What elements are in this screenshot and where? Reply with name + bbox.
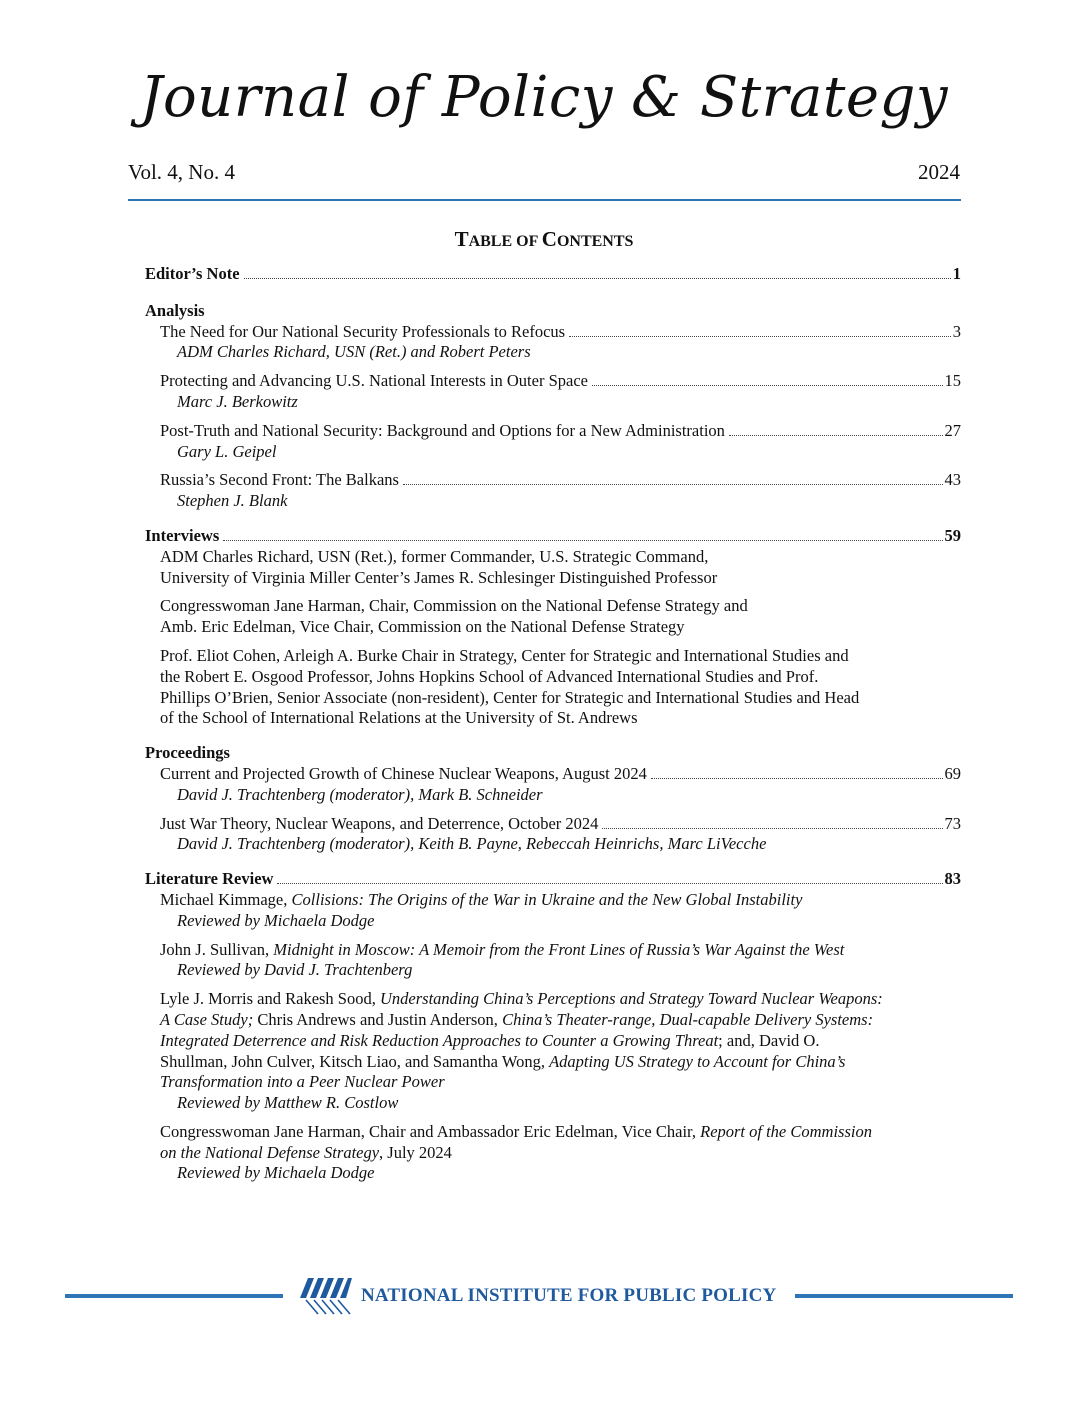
leader-dots xyxy=(277,883,942,884)
entry-title[interactable]: The Need for Our National Security Professionals to Refocus xyxy=(160,321,566,341)
section-title[interactable]: Literature Review xyxy=(145,869,274,889)
book-title: Midnight in Moscow: A Memoir from the Front Lines of Russia’s War Against the West xyxy=(273,939,845,959)
toc-entry[interactable] xyxy=(145,421,961,463)
page-number: 27 xyxy=(944,420,961,440)
page-number: 1 xyxy=(952,264,961,283)
page-number: 15 xyxy=(944,371,961,391)
reviewer: Reviewed by Matthew R. Costlow xyxy=(177,1093,399,1113)
section-title: Proceedings xyxy=(145,743,230,763)
interview-item[interactable]: Congresswoman Jane Harman, Chair, Commission on the National Defense Strategy and Amb. Eric Edelman, Vice Chair, Commission on the National Defense Strategy xyxy=(160,596,748,637)
page-number: 73 xyxy=(944,813,961,833)
page-number: 59 xyxy=(944,525,961,545)
toc-section-interviews xyxy=(145,526,961,729)
toc-entry[interactable] xyxy=(145,322,961,364)
reviewer: Reviewed by Michaela Dodge xyxy=(177,910,375,930)
header-divider xyxy=(128,199,961,201)
entry-author: David J. Trachtenberg (moderator), Mark B. Schneider xyxy=(177,784,543,804)
toc-heading: TABLE OF CONTENTS xyxy=(454,227,634,251)
entry-author: David J. Trachtenberg (moderator), Keith B. Payne, Rebeccah Heinrichs, Marc LiVecche xyxy=(177,834,767,854)
leader-dots xyxy=(602,828,942,829)
reviewer: Reviewed by David J. Trachtenberg xyxy=(177,960,413,980)
table-of-contents xyxy=(145,264,961,1194)
entry-title[interactable]: Post-Truth and National Security: Background and Options for a New Administration xyxy=(160,420,725,440)
toc-section-proceedings xyxy=(145,743,961,855)
volume-number: Vol. 4, No. 4 xyxy=(128,160,235,184)
interview-item[interactable]: ADM Charles Richard, USN (Ret.), former Commander, U.S. Strategic Command, University of Virginia Miller Center’s James R. Schlesinger Distinguished Professor xyxy=(160,546,718,587)
book-title: Understanding China’s Perceptions and Strategy Toward Nuclear Weapons: xyxy=(380,989,883,1009)
entry-author: ADM Charles Richard, USN (Ret.) and Robert Peters xyxy=(177,342,531,362)
book-title: A Case Study; xyxy=(160,1009,254,1029)
footer-rule-right xyxy=(795,1294,1013,1298)
page-number: 43 xyxy=(944,470,961,490)
entry-title[interactable]: Current and Projected Growth of Chinese Nuclear Weapons, August 2024 xyxy=(160,763,647,783)
toc-section-analysis xyxy=(145,301,961,512)
book-title: Report of the Commission xyxy=(700,1121,872,1141)
review-item[interactable]: Michael Kimmage, Collisions: The Origins of the War in Ukraine and the New Global Instability Reviewed by Michaela Dodge xyxy=(145,890,961,932)
book-title: Collisions: The Origins of the War in Ukraine and the New Global Instability xyxy=(291,889,803,909)
toc-section-literature-review xyxy=(145,869,961,1184)
review-item[interactable]: John J. Sullivan, Midnight in Moscow: A Memoir from the Front Lines of Russia’s War Against the West Reviewed by David J. Trachtenberg xyxy=(145,940,961,982)
interview-item[interactable]: Prof. Eliot Cohen, Arleigh A. Burke Chair in Strategy, Center for Strategic and International Studies and the Robert E. Osgood Professor, Johns Hopkins School of Advanced International Studies and Prof. Phillips O’Brien, Senior Associate (non-resident), Center for Strategic and International Studies and Head of the School of International Relations at the University of St. Andrews xyxy=(160,645,860,728)
page-number: 3 xyxy=(952,321,961,341)
review-item[interactable]: Congresswoman Jane Harman, Chair and Ambassador Eric Edelman, Vice Chair, Report of the Commission on the National Defense Strategy, July 2024 Reviewed by Michaela Dodge xyxy=(145,1122,961,1184)
toc-section-editors-note xyxy=(145,264,961,285)
toc-entry[interactable] xyxy=(145,814,961,856)
publication-year: 2024 xyxy=(918,160,960,184)
leader-dots xyxy=(244,278,951,279)
entry-title[interactable]: Russia’s Second Front: The Balkans xyxy=(160,470,399,490)
section-title[interactable]: Editor’s Note xyxy=(145,264,240,283)
toc-entry[interactable] xyxy=(145,470,961,512)
book-title: Integrated Deterrence and Risk Reduction Approaches to Counter a Growing Threat xyxy=(160,1030,719,1050)
leader-dots xyxy=(223,540,942,541)
page-number: 83 xyxy=(944,869,961,889)
nipp-logo-icon xyxy=(300,1274,352,1316)
journal-title: Journal of Policy & Strategy xyxy=(140,65,948,130)
entry-author: Marc J. Berkowitz xyxy=(177,391,298,411)
review-item[interactable]: Lyle J. Morris and Rakesh Sood, Understanding China’s Perceptions and Strategy Toward Nuclear Weapons: A Case Study; Chris Andrews and Justin Anderson, China’s Theater-range, Dual-capable Delivery Systems: Integrated Deterrence and Risk Reduction Approaches to Counter a Growing Threat; and, David O. Shullman, John Culver, Kitsch Liao, and Samantha Wong, Adapting US Strategy to Account for China’s Transformation into a Peer Nuclear Power Reviewed by Matthew R. Costlow xyxy=(145,989,961,1114)
footer-rule-left xyxy=(65,1294,283,1298)
book-title: on the National Defense Strategy xyxy=(160,1142,380,1162)
section-title[interactable]: Interviews xyxy=(145,525,220,545)
leader-dots xyxy=(403,484,943,485)
book-title: Transformation into a Peer Nuclear Power xyxy=(160,1072,445,1092)
leader-dots xyxy=(651,778,943,779)
leader-dots xyxy=(592,385,943,386)
entry-title[interactable]: Just War Theory, Nuclear Weapons, and Deterrence, October 2024 xyxy=(160,813,599,833)
book-title: China’s Theater-range, Dual-capable Delivery Systems: xyxy=(502,1009,874,1029)
entry-author: Stephen J. Blank xyxy=(177,491,288,511)
leader-dots xyxy=(569,336,951,337)
page-number: 69 xyxy=(944,763,961,783)
toc-entry[interactable] xyxy=(145,371,961,413)
entry-title[interactable]: Protecting and Advancing U.S. National Interests in Outer Space xyxy=(160,371,588,391)
book-title: Adapting US Strategy to Account for China’s xyxy=(549,1051,846,1071)
organization-name: NATIONAL INSTITUTE FOR PUBLIC POLICY xyxy=(361,1285,777,1306)
reviewer: Reviewed by Michaela Dodge xyxy=(177,1163,375,1183)
section-title: Analysis xyxy=(145,300,205,320)
toc-entry[interactable] xyxy=(145,764,961,806)
leader-dots xyxy=(729,435,943,436)
entry-author: Gary L. Geipel xyxy=(177,441,277,461)
